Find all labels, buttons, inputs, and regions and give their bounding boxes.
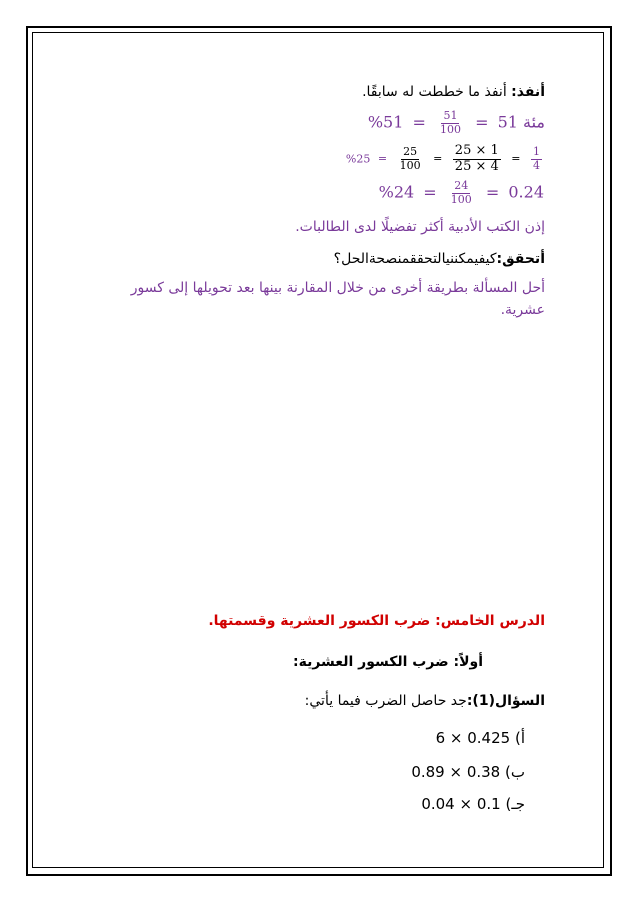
verify-label: أتحقق: bbox=[496, 251, 545, 267]
math-l2-frac3: $\frac{1}{4}$ bbox=[533, 145, 540, 172]
verify-line bbox=[334, 251, 545, 267]
option-c bbox=[421, 795, 525, 813]
math-l3-fraction: $\frac{24}{100}$ bbox=[450, 179, 472, 206]
math-l2-pct: %25 bbox=[345, 152, 371, 166]
math-l2-frac1: $\frac{25}{100}$ bbox=[399, 145, 421, 172]
math-l1-pct: %51 bbox=[367, 112, 404, 132]
question-text: جد حاصل الضرب فيما يأتي: bbox=[304, 693, 467, 709]
math-l1-word: مئة bbox=[523, 112, 545, 132]
option-a-letter: أ) bbox=[514, 729, 525, 747]
math-l2-frac2: $\frac{25 \times 1}{25 \times 4}$ bbox=[454, 143, 499, 174]
option-b-letter: ب) bbox=[505, 763, 525, 781]
math-line-1: %51 = $\frac{51}{100}$ = مئة 51 bbox=[367, 109, 545, 136]
verify-body: أحل المسألة بطريقة أخرى من خلال المقارنة بينها بعد تحويلها إلى كسور عشرية. bbox=[130, 280, 545, 318]
option-a bbox=[436, 729, 525, 747]
execute-line bbox=[362, 84, 545, 100]
option-c-letter: جـ) bbox=[505, 795, 525, 813]
math-l1-val: 51 bbox=[497, 112, 518, 132]
execute-text: أنفذ ما خططت له سابقًا. bbox=[362, 84, 507, 100]
execute-label: أنفذ: bbox=[511, 84, 545, 100]
section-title: أولاً: ضرب الكسور العشرية: bbox=[293, 654, 483, 670]
math-line-3: %24 = $\frac{24}{100}$ = 0.24 bbox=[378, 179, 544, 206]
math-l3-pct: %24 bbox=[378, 182, 415, 202]
conclusion-text: إذن الكتب الأدبية أكثر تفضيلًا لدى الطالبات. bbox=[295, 219, 545, 235]
option-b-expr: 0.89 × 0.38 bbox=[411, 763, 501, 781]
math-l1-fraction: $\frac{51}{100}$ bbox=[439, 109, 461, 136]
question-line bbox=[305, 693, 545, 709]
lesson-title: الدرس الخامس: ضرب الكسور العشرية وقسمتها. bbox=[208, 613, 545, 629]
math-l3-dec: 0.24 bbox=[508, 182, 544, 202]
option-b bbox=[411, 763, 525, 781]
question-label: السؤال(1): bbox=[466, 693, 545, 709]
option-a-expr: 6 × 0.425 bbox=[435, 729, 511, 747]
option-c-expr: 0.04 × 0.1 bbox=[421, 795, 501, 813]
verify-text: كيفيمكننيالتحققمنصحةالحل؟ bbox=[333, 251, 497, 267]
math-line-2: %25 = $\frac{25}{100}$ = $\frac{25 \times 1}{25 \times 4}$ = $\frac{1}{4}$ bbox=[345, 143, 540, 174]
